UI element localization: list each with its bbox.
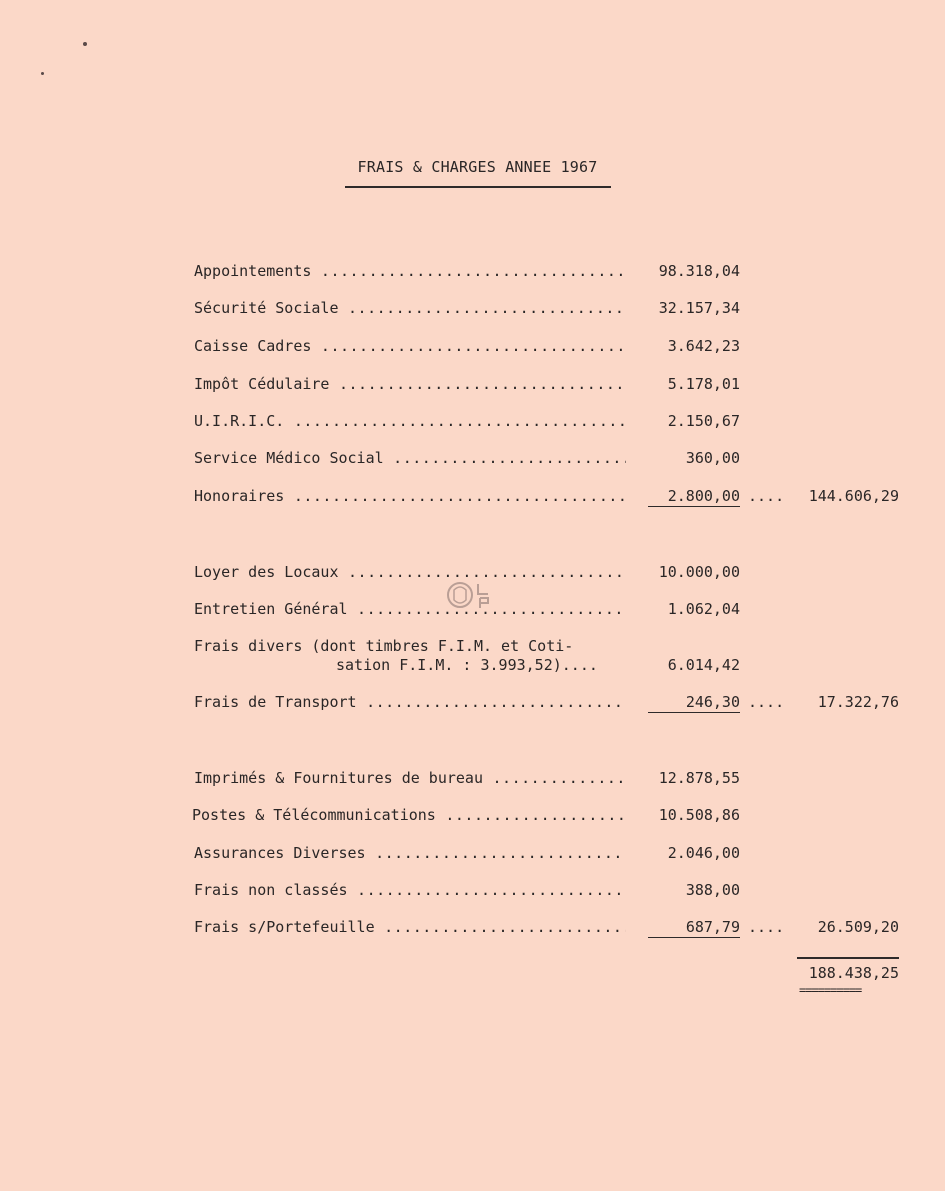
group-subtotal: 144.606,29 bbox=[808, 487, 899, 505]
faint-stamp-mark bbox=[444, 578, 500, 612]
line-item bbox=[0, 449, 945, 473]
item-label-line1: Frais divers (dont timbres F.I.M. et Coti- bbox=[194, 637, 574, 655]
item-label: Service Médico Social ..... bbox=[194, 449, 626, 467]
item-label: Assurances Diverses ..... bbox=[194, 844, 626, 862]
item-label: Appointements ..... bbox=[194, 262, 626, 280]
item-amount: 360,00 bbox=[685, 449, 740, 467]
line-item bbox=[0, 881, 945, 905]
item-label: Honoraires ..... bbox=[194, 487, 626, 505]
line-item bbox=[0, 656, 945, 680]
line-item bbox=[0, 299, 945, 323]
paper-speck bbox=[83, 42, 87, 46]
paper-speck bbox=[41, 72, 44, 75]
item-amount: 10.000,00 bbox=[658, 563, 740, 581]
line-item bbox=[0, 412, 945, 436]
group-subtotal: 17.322,76 bbox=[817, 693, 899, 711]
item-label: Frais non classés ..... bbox=[194, 881, 626, 899]
line-item bbox=[0, 844, 945, 868]
item-amount: 3.642,23 bbox=[667, 337, 740, 355]
item-label: Frais de Transport ..... bbox=[194, 693, 626, 711]
line-item bbox=[0, 918, 945, 942]
item-amount: 1.062,04 bbox=[667, 600, 740, 618]
title-underline bbox=[345, 186, 611, 188]
line-item bbox=[0, 262, 945, 286]
subtotal-leader: .... bbox=[748, 693, 785, 711]
item-amount: 2.150,67 bbox=[667, 412, 740, 430]
item-label: Imprimés & Fournitures de bureau ..... bbox=[194, 769, 626, 787]
item-amount: 12.878,55 bbox=[658, 769, 740, 787]
subtotal-leader: .... bbox=[748, 918, 785, 936]
item-label: Postes & Télécommunications ..... bbox=[192, 806, 624, 824]
item-amount: 32.157,34 bbox=[658, 299, 740, 317]
item-label-line2: sation F.I.M. : 3.993,52).... bbox=[336, 656, 598, 674]
grand-total-double-underline: ========== bbox=[799, 983, 862, 997]
item-amount: 2.046,00 bbox=[667, 844, 740, 862]
item-label: Entretien Général ..... bbox=[194, 600, 626, 618]
item-amount: 5.178,01 bbox=[667, 375, 740, 393]
line-item bbox=[0, 769, 945, 793]
grand-total: 188.438,25 bbox=[808, 964, 899, 982]
line-item bbox=[0, 806, 945, 830]
item-label: Loyer des Locaux ..... bbox=[194, 563, 626, 581]
subtotal-leader: .... bbox=[748, 487, 785, 505]
document-title: FRAIS & CHARGES ANNEE 1967 bbox=[357, 158, 598, 176]
item-amount: 2.800,00 bbox=[648, 487, 740, 507]
item-label: Frais s/Portefeuille ..... bbox=[194, 918, 626, 936]
item-amount: 98.318,04 bbox=[658, 262, 740, 280]
item-amount: 388,00 bbox=[685, 881, 740, 899]
line-item bbox=[0, 375, 945, 399]
item-label: Impôt Cédulaire ..... bbox=[194, 375, 626, 393]
group-subtotal: 26.509,20 bbox=[817, 918, 899, 936]
item-label: U.I.R.I.C. ..... bbox=[194, 412, 626, 430]
item-amount: 687,79 bbox=[648, 918, 740, 938]
item-amount: 246,30 bbox=[648, 693, 740, 713]
item-amount: 6.014,42 bbox=[667, 656, 740, 674]
line-item bbox=[0, 693, 945, 717]
item-label: Caisse Cadres ..... bbox=[194, 337, 626, 355]
total-rule bbox=[797, 957, 899, 959]
item-label: Sécurité Sociale ..... bbox=[194, 299, 626, 317]
line-item bbox=[0, 487, 945, 511]
item-amount: 10.508,86 bbox=[658, 806, 740, 824]
line-item bbox=[0, 337, 945, 361]
